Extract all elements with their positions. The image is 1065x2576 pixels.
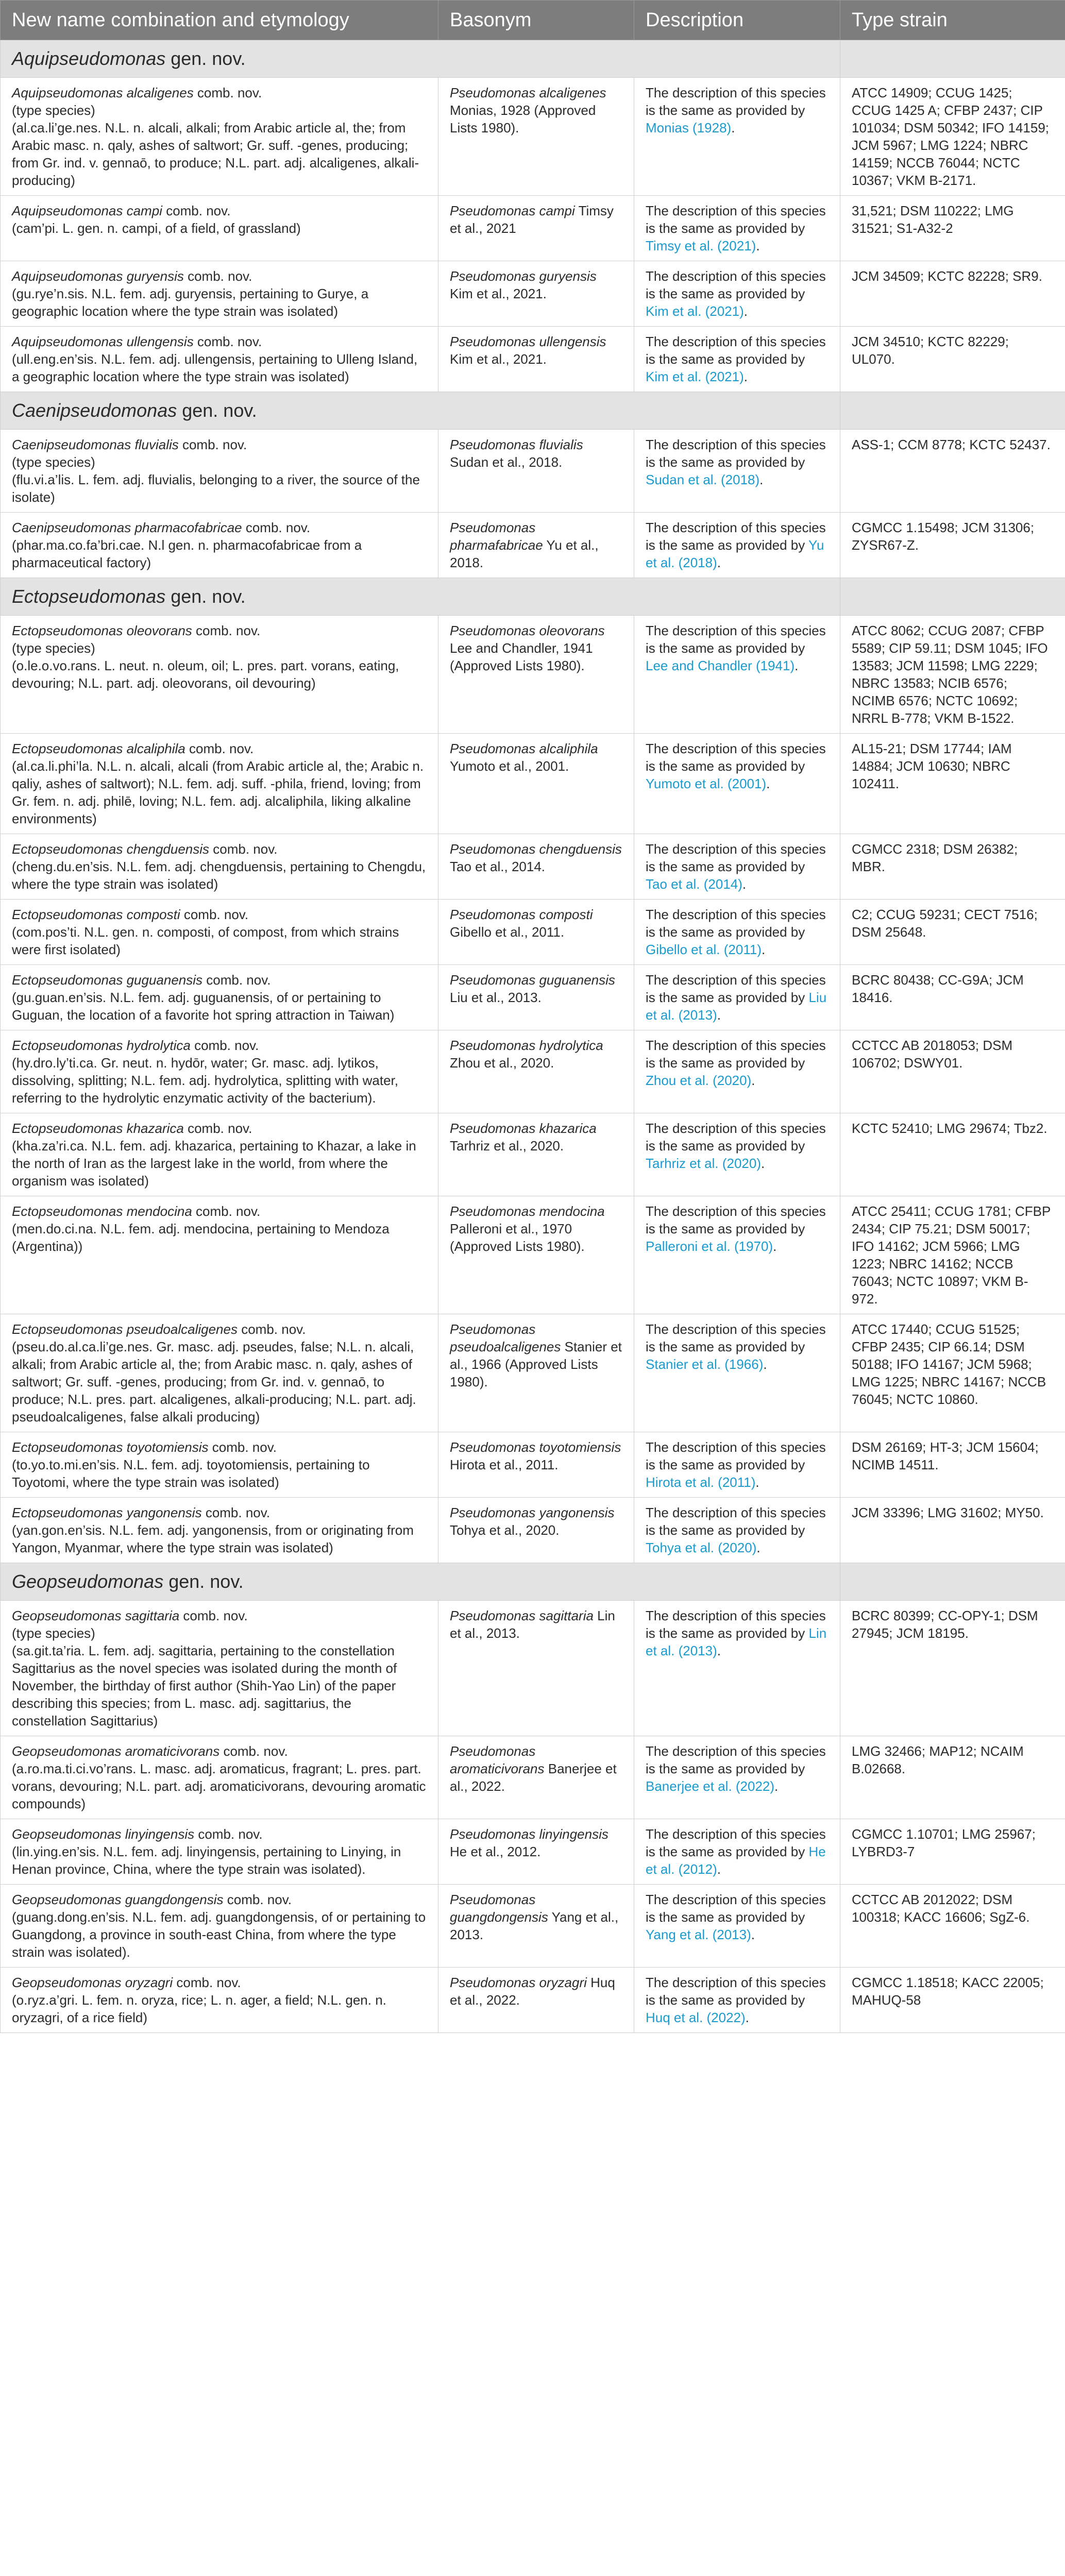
description-text: The description of this species is the same as provided by [646,1743,826,1776]
etymology-text: (cam’pi. L. gen. n. campi, of a field, of grassland) [12,221,301,236]
comb-nov-suffix: comb. nov. [242,520,311,535]
citation-link[interactable]: Lee and Chandler (1941) [646,658,795,673]
basonym-authority: Yu et al., 2018. [450,537,599,570]
genus-suffix: gen. nov. [163,1571,244,1592]
etymology-text: (flu.vi.a’lis. L. fem. adj. fluvialis, belonging to a river, the source of the isolate) [12,472,420,505]
species-name: Geopseudomonas guangdongensis [12,1892,224,1907]
basonym-name: Pseudomonas toyotomiensis [450,1439,621,1455]
basonym-cell [438,78,634,196]
species-name: Caenipseudomonas fluvialis [12,437,179,452]
etymology-text: (lin.ying.en’sis. N.L. fem. adj. linyingensis, pertaining to Linying, in Henan province, China, where the type strain was isolated). [12,1844,401,1877]
citation-link[interactable]: Yu et al. (2018) [646,537,824,570]
basonym-authority: Tohya et al., 2020. [450,1522,560,1538]
comb-nov-suffix: comb. nov. [178,437,247,452]
table-row [1,1885,1065,1968]
table-row [1,734,1065,834]
basonym-cell [438,1196,634,1314]
basonym-name: Pseudomonas aromaticivorans [450,1743,545,1776]
description-cell: The description of this species is the same as provided by Lee and Chandler (1941). [634,616,840,734]
table-row [1,834,1065,900]
table-row [1,1113,1065,1196]
genus-cell [1,578,840,616]
basonym-cell [438,900,634,965]
basonym-name: Pseudomonas composti [450,907,593,922]
table-row [1,1314,1065,1432]
basonym-cell [438,1885,634,1968]
name-etymology-cell [1,616,438,734]
description-cell: The description of this species is the same as provided by Stanier et al. (1966). [634,1314,840,1432]
type-species-label: (type species) [12,640,95,656]
etymology-text: (men.do.ci.na. N.L. fem. adj. mendocina, pertaining to Mendoza (Argentina)) [12,1221,390,1254]
genus-cell-blank [840,40,1065,78]
basonym-name: Pseudomonas alcaligenes [450,85,606,100]
basonym-name: Pseudomonas oleovorans [450,623,605,638]
comb-nov-suffix: comb. nov. [162,203,231,218]
comb-nov-suffix: comb. nov. [180,907,249,922]
genus-cell-blank [840,392,1065,430]
comb-nov-suffix: comb. nov. [185,741,254,756]
basonym-name: Pseudomonas yangonensis [450,1505,615,1520]
description-cell: The description of this species is the same as provided by Hirota et al. (2011). [634,1432,840,1498]
citation-link[interactable]: Yang et al. (2013) [646,1927,751,1942]
basonym-cell [438,616,634,734]
basonym-cell [438,261,634,327]
type-strain-cell: ATCC 25411; CCUG 1781; CFBP 2434; CIP 75.21; DSM 50017; IFO 14162; JCM 5966; LMG 1223; NBRC 14162; NCCB 76043; NCTC 10897; VKM B-972. [840,1196,1065,1314]
citation-link[interactable]: Huq et al. (2022) [646,2010,746,2025]
etymology-text: (com.pos’ti. N.L. gen. n. composti, of compost, from which strains were first isolated) [12,924,399,957]
type-strain-cell: BCRC 80438; CC-G9A; JCM 18416. [840,965,1065,1030]
comb-nov-suffix: comb. nov. [202,972,271,988]
comb-nov-suffix: comb. nov. [183,268,252,284]
citation-link[interactable]: Sudan et al. (2018) [646,472,760,487]
citation-link[interactable]: Zhou et al. (2020) [646,1073,752,1088]
genus-cell-blank [840,1563,1065,1601]
etymology-text: (yan.gon.en’sis. N.L. fem. adj. yangonensis, from or originating from Yangon, Myanmar, where the type strain was isolated) [12,1522,414,1555]
type-species-label: (type species) [12,454,95,470]
type-strain-cell: CGMCC 2318; DSM 26382; MBR. [840,834,1065,900]
etymology-text: (pseu.do.al.ca.li’ge.nes. Gr. masc. adj. pseudes, false; N.L. n. alcali, alkali; from Arabic article al, the; from Arabic masc. n. qaly, ashes of saltwort; Gr. suff. -genes, producing; from Gr. ind. v. gennaō, to produce; N.L. pres. part. alcaligenes, alkali-producing; N.L. part. adj. pseudoalcaligenes, false alkali producing) [12,1339,416,1425]
name-etymology-cell [1,78,438,196]
description-text: The description of this species is the same as provided by [646,520,826,553]
basonym-cell [438,1113,634,1196]
comb-nov-suffix: comb. nov. [193,334,262,349]
genus-row [1,40,1065,78]
description-text: The description of this species is the same as provided by [646,623,826,656]
species-name: Ectopseudomonas alcaliphila [12,741,185,756]
description-text: The description of this species is the same as provided by [646,1505,826,1538]
etymology-text: (gu.guan.en’sis. N.L. fem. adj. guguanensis, of or pertaining to Guguan, the location of a favorite hot spring attraction in Taiwan) [12,990,395,1023]
etymology-text: (o.ryz.a’gri. L. fem. n. oryza, rice; L. n. ager, a field; N.L. gen. n. oryzagri, of a rice field) [12,1992,386,2025]
citation-link[interactable]: Hirota et al. (2011) [646,1475,756,1490]
basonym-name: Pseudomonas guguanensis [450,972,615,988]
species-name: Geopseudomonas aromaticivorans [12,1743,220,1759]
comb-nov-suffix: comb. nov. [183,1121,252,1136]
description-cell: The description of this species is the same as provided by Yumoto et al. (2001). [634,734,840,834]
genus-cell [1,392,840,430]
table-row [1,1432,1065,1498]
species-name: Ectopseudomonas khazarica [12,1121,184,1136]
comb-nov-suffix: comb. nov. [190,1038,259,1053]
genus-suffix: gen. nov. [165,48,246,69]
etymology-text: (sa.git.ta’ria. L. fem. adj. sagittaria, pertaining to the constellation Sagittarius as the novel species was isolated during the month of November, the birthday of first author (Shih-Yao Lin) of the paper describing this species; from L. masc. adj. sagittarius, the constellation Sagittarius) [12,1643,397,1728]
basonym-authority: Yumoto et al., 2001. [450,758,569,774]
comb-nov-suffix: comb. nov. [193,85,262,100]
basonym-authority: Kim et al., 2021. [450,351,547,367]
table-row [1,1030,1065,1113]
genus-suffix: gen. nov. [165,586,246,607]
etymology-text: (kha.za’ri.ca. N.L. fem. adj. khazarica, pertaining to Khazar, a lake in the north of Iran as the largest lake in the world, from where the organism was isolated) [12,1138,416,1189]
basonym-name: Pseudomonas alcaliphila [450,741,598,756]
name-etymology-cell [1,834,438,900]
type-strain-cell: JCM 34509; KCTC 82228; SR9. [840,261,1065,327]
table-row [1,1601,1065,1736]
etymology-text: (hy.dro.ly’ti.ca. Gr. neut. n. hydōr, water; Gr. masc. adj. lytikos, dissolving, splitting; N.L. fem. adj. hydrolytica, splitting with water, referring to the hydrolytic enzymatic activity of the bacterium). [12,1055,398,1106]
basonym-name: Pseudomonas pharmafabricae [450,520,543,553]
name-etymology-cell [1,1498,438,1563]
type-species-label: (type species) [12,103,95,118]
description-cell: The description of this species is the same as provided by Banerjee et al. (2022). [634,1736,840,1819]
basonym-name: Pseudomonas ullengensis [450,334,606,349]
basonym-authority: Banerjee et al., 2022. [450,1761,617,1794]
basonym-name: Pseudomonas guryensis [450,268,597,284]
basonym-authority: Yang et al., 2013. [450,1909,619,1942]
citation-link[interactable]: Kim et al. (2021) [646,303,744,319]
etymology-text: (o.le.o.vo.rans. L. neut. n. oleum, oil; L. pres. part. vorans, eating, devouring; N.L. part. adj. oleovorans, oil devouring) [12,658,399,691]
citation-link[interactable]: Kim et al. (2021) [646,369,744,384]
description-cell: The description of this species is the same as provided by Yu et al. (2018). [634,513,840,578]
name-etymology-cell [1,1601,438,1736]
type-strain-cell: CGMCC 1.15498; JCM 31306; ZYSR67-Z. [840,513,1065,578]
table-row [1,900,1065,965]
comb-nov-suffix: comb. nov. [223,1892,292,1907]
table-row [1,1968,1065,2033]
type-strain-cell: ATCC 17440; CCUG 51525; CFBP 2435; CIP 66.14; DSM 50188; IFO 14167; JCM 5968; LMG 1225; NBRC 14167; NCCB 76045; NCTC 10860. [840,1314,1065,1432]
basonym-name: Pseudomonas hydrolytica [450,1038,603,1053]
basonym-authority: Gibello et al., 2011. [450,924,565,940]
basonym-name: Pseudomonas guangdongensis [450,1892,548,1925]
genus-name: Geopseudomonas [12,1571,164,1592]
table-row [1,327,1065,392]
etymology-text: (phar.ma.co.fa’bri.cae. N.l gen. n. pharmacofabricae from a pharmaceutical factory) [12,537,362,570]
species-name: Ectopseudomonas composti [12,907,180,922]
genus-cell [1,40,840,78]
type-strain-cell: C2; CCUG 59231; CECT 7516; DSM 25648. [840,900,1065,965]
comb-nov-suffix: comb. nov. [179,1608,248,1623]
type-strain-cell: DSM 26169; HT-3; JCM 15604; NCIMB 14511. [840,1432,1065,1498]
description-cell: The description of this species is the same as provided by Sudan et al. (2018). [634,430,840,513]
etymology-text: (to.yo.to.mi.en’sis. N.L. fem. adj. toyotomiensis, pertaining to Toyotomi, where the type strain was isolated) [12,1457,370,1490]
basonym-authority: Hirota et al., 2011. [450,1457,559,1472]
type-strain-cell: BCRC 80399; CC-OPY-1; DSM 27945; JCM 18195. [840,1601,1065,1736]
description-cell: The description of this species is the same as provided by Kim et al. (2021). [634,327,840,392]
name-etymology-cell [1,965,438,1030]
name-etymology-cell [1,513,438,578]
species-name: Ectopseudomonas guguanensis [12,972,203,988]
basonym-authority: Sudan et al., 2018. [450,454,563,470]
description-text: The description of this species is the same as provided by [646,1826,826,1859]
description-cell: The description of this species is the same as provided by Yang et al. (2013). [634,1885,840,1968]
basonym-authority: Zhou et al., 2020. [450,1055,554,1071]
table-row [1,196,1065,261]
citation-link[interactable]: Monias (1928) [646,120,732,135]
description-text: The description of this species is the same as provided by [646,437,826,470]
type-strain-cell: ASS-1; CCM 8778; KCTC 52437. [840,430,1065,513]
basonym-authority: Liu et al., 2013. [450,990,542,1005]
species-name: Ectopseudomonas hydrolytica [12,1038,191,1053]
basonym-authority: He et al., 2012. [450,1844,541,1859]
type-strain-cell: CCTCC AB 2018053; DSM 106702; DSWY01. [840,1030,1065,1113]
comb-nov-suffix: comb. nov. [237,1321,306,1337]
etymology-text: (ull.eng.en’sis. N.L. fem. adj. ullengensis, pertaining to Ulleng Island, a geographic location where the type strain was isolated) [12,351,418,384]
name-etymology-cell [1,1968,438,2033]
name-etymology-cell [1,1736,438,1819]
type-strain-cell: JCM 34510; KCTC 82229; UL070. [840,327,1065,392]
basonym-cell [438,1432,634,1498]
description-cell: The description of this species is the same as provided by He et al. (2012). [634,1819,840,1885]
type-strain-cell: CGMCC 1.18518; KACC 22005; MAHUQ-58 [840,1968,1065,2033]
type-strain-cell: ATCC 14909; CCUG 1425; CCUG 1425 A; CFBP 2437; CIP 101034; DSM 50342; IFO 14159; JCM 5967; LMG 1224; NBRC 14159; NCCB 76044; NCTC 10367; VKM B-2171. [840,78,1065,196]
basonym-cell [438,1498,634,1563]
basonym-authority: Stanier et al., 1966 (Approved Lists 1980). [450,1339,622,1389]
species-name: Geopseudomonas oryzagri [12,1975,173,1990]
type-strain-cell: ATCC 8062; CCUG 2087; CFBP 5589; CIP 59.11; DSM 1045; IFO 13583; JCM 11598; LMG 2229; NBRC 13583; NCIB 6576; NCIMB 6576; NCTC 10692; NRRL B-778; VKM B-1522. [840,616,1065,734]
table-row [1,965,1065,1030]
description-text: The description of this species is the same as provided by [646,334,826,367]
description-text: The description of this species is the same as provided by [646,1892,826,1925]
comb-nov-suffix: comb. nov. [192,623,261,638]
table-row [1,78,1065,196]
name-etymology-cell [1,1196,438,1314]
description-cell: The description of this species is the same as provided by Lin et al. (2013). [634,1601,840,1736]
description-cell: The description of this species is the same as provided by Gibello et al. (2011). [634,900,840,965]
basonym-authority: Huq et al., 2022. [450,1975,615,2008]
name-etymology-cell [1,327,438,392]
basonym-authority: Monias, 1928 (Approved Lists 1980). [450,103,596,135]
citation-link[interactable]: Palleroni et al. (1970) [646,1239,773,1254]
table-row [1,430,1065,513]
citation-link[interactable]: Tohya et al. (2020) [646,1540,757,1555]
description-text: The description of this species is the same as provided by [646,1038,826,1071]
name-etymology-cell [1,1819,438,1885]
name-etymology-cell [1,900,438,965]
description-text: The description of this species is the same as provided by [646,907,826,940]
basonym-cell [438,1314,634,1432]
citation-link[interactable]: Yumoto et al. (2001) [646,776,767,791]
comb-nov-suffix: comb. nov. [208,1439,277,1455]
name-etymology-cell [1,734,438,834]
species-name: Aquipseudomonas alcaligenes [12,85,194,100]
genus-cell [1,1563,840,1601]
type-strain-cell: CCTCC AB 2012022; DSM 100318; KACC 16606; SgZ-6. [840,1885,1065,1968]
genus-name: Aquipseudomonas [12,48,166,69]
basonym-name: Pseudomonas fluvialis [450,437,583,452]
table-row [1,1196,1065,1314]
name-etymology-cell [1,1885,438,1968]
description-text: The description of this species is the same as provided by [646,1204,826,1236]
description-text: The description of this species is the same as provided by [646,741,826,774]
citation-link[interactable]: Tarhriz et al. (2020) [646,1156,761,1171]
type-strain-cell: CGMCC 1.10701; LMG 25967; LYBRD3-7 [840,1819,1065,1885]
description-cell: The description of this species is the same as provided by Tohya et al. (2020). [634,1498,840,1563]
etymology-text: (guang.dong.en’sis. N.L. fem. adj. guangdongensis, of or pertaining to Guangdong, a province in south-east China, from where the type strain was isolated). [12,1909,426,1960]
header-description: Description [634,1,840,40]
description-text: The description of this species is the same as provided by [646,203,826,236]
description-cell: The description of this species is the same as provided by Liu et al. (2013). [634,965,840,1030]
basonym-authority: Kim et al., 2021. [450,286,547,301]
name-etymology-cell [1,1314,438,1432]
genus-row [1,578,1065,616]
basonym-name: Pseudomonas campi [450,203,575,218]
basonym-cell [438,734,634,834]
basonym-name: Pseudomonas mendocina [450,1204,605,1219]
table-row [1,1819,1065,1885]
table-header [1,1,1065,40]
species-name: Ectopseudomonas mendocina [12,1204,192,1219]
header-basonym: Basonym [438,1,634,40]
basonym-cell [438,430,634,513]
citation-link[interactable]: Gibello et al. (2011) [646,942,762,957]
genus-row [1,1563,1065,1601]
table-row [1,1736,1065,1819]
basonym-authority: Tarhriz et al., 2020. [450,1138,564,1154]
description-text: The description of this species is the same as provided by [646,85,826,118]
comb-nov-suffix: comb. nov. [209,841,278,857]
species-name: Aquipseudomonas ullengensis [12,334,194,349]
description-text: The description of this species is the same as provided by [646,972,826,1005]
citation-link[interactable]: Liu et al. (2013) [646,990,827,1023]
basonym-name: Pseudomonas chengduensis [450,841,622,857]
name-etymology-cell [1,1113,438,1196]
header-row [1,1,1065,40]
basonym-cell [438,513,634,578]
species-name: Caenipseudomonas pharmacofabricae [12,520,242,535]
description-text: The description of this species is the same as provided by [646,268,826,301]
type-strain-cell: KCTC 52410; LMG 29674; Tbz2. [840,1113,1065,1196]
etymology-text: (al.ca.li.phi’la. N.L. n. alcali, alcali (from Arabic article al, the; Arabic n. qaliy, ashes of saltwort); N.L. fem. adj. suff. -phila, friend, loving; from Gr. fem. n. adj. philē, loving; N.L. fem. adj. alcaliphila, liking alkaline environments) [12,758,424,826]
description-text: The description of this species is the same as provided by [646,1975,826,2008]
citation-link[interactable]: Tao et al. (2014) [646,876,742,892]
basonym-cell [438,834,634,900]
species-name: Ectopseudomonas chengduensis [12,841,210,857]
basonym-cell [438,1736,634,1819]
basonym-cell [438,1819,634,1885]
citation-link[interactable]: Lin et al. (2013) [646,1625,827,1658]
basonym-name: Pseudomonas linyingensis [450,1826,608,1842]
species-name: Geopseudomonas sagittaria [12,1608,180,1623]
name-etymology-cell [1,196,438,261]
description-text: The description of this species is the same as provided by [646,1608,826,1641]
table-body [1,40,1065,2033]
genus-name: Caenipseudomonas [12,400,177,421]
header-name-etymology: New name combination and etymology [1,1,438,40]
comb-nov-suffix: comb. nov. [173,1975,241,1990]
basonym-authority: Tao et al., 2014. [450,859,546,874]
species-name: Ectopseudomonas oleovorans [12,623,192,638]
description-text: The description of this species is the same as provided by [646,1121,826,1154]
etymology-text: (gu.rye’n.sis. N.L. fem. adj. guryensis, pertaining to Gurye, a geographic location where the type strain was isolated) [12,286,369,319]
table-row [1,616,1065,734]
type-species-label: (type species) [12,1625,95,1641]
basonym-name: Pseudomonas pseudoalcaligenes [450,1321,561,1354]
header-type-strain: Type strain [840,1,1065,40]
description-cell: The description of this species is the same as provided by Timsy et al. (2021). [634,196,840,261]
basonym-cell [438,1601,634,1736]
species-name: Ectopseudomonas pseudoalcaligenes [12,1321,238,1337]
species-name: Aquipseudomonas guryensis [12,268,184,284]
basonym-cell [438,327,634,392]
name-etymology-cell [1,261,438,327]
genus-name: Ectopseudomonas [12,586,166,607]
etymology-text: (cheng.du.en’sis. N.L. fem. adj. chengduensis, pertaining to Chengdu, where the type strain was isolated) [12,859,426,892]
basonym-cell [438,196,634,261]
basonym-cell [438,1968,634,2033]
genus-cell-blank [840,578,1065,616]
species-name: Ectopseudomonas toyotomiensis [12,1439,209,1455]
basonym-name: Pseudomonas oryzagri [450,1975,587,1990]
basonym-cell [438,965,634,1030]
basonym-authority: Timsy et al., 2021 [450,203,614,236]
description-text: The description of this species is the same as provided by [646,1439,826,1472]
table-row [1,1498,1065,1563]
citation-link[interactable]: Stanier et al. (1966) [646,1357,764,1372]
genus-suffix: gen. nov. [177,400,257,421]
name-etymology-cell [1,1432,438,1498]
comb-nov-suffix: comb. nov. [194,1826,263,1842]
table-row [1,261,1065,327]
description-cell: The description of this species is the same as provided by Tao et al. (2014). [634,834,840,900]
species-name: Geopseudomonas linyingensis [12,1826,195,1842]
comb-nov-suffix: comb. nov. [201,1505,271,1520]
name-etymology-cell [1,430,438,513]
genus-row [1,392,1065,430]
type-strain-cell: LMG 32466; MAP12; NCAIM B.02668. [840,1736,1065,1819]
description-cell: The description of this species is the same as provided by Huq et al. (2022). [634,1968,840,2033]
description-text: The description of this species is the same as provided by [646,841,826,874]
basonym-authority: Lin et al., 2013. [450,1608,615,1641]
type-strain-cell: 31,521; DSM 110222; LMG 31521; S1-A32-2 [840,196,1065,261]
type-strain-cell: AL15-21; DSM 17744; IAM 14884; JCM 10630; NBRC 102411. [840,734,1065,834]
basonym-cell [438,1030,634,1113]
comb-nov-suffix: comb. nov. [192,1204,261,1219]
citation-link[interactable]: He et al. (2012) [646,1844,826,1877]
basonym-authority: Palleroni et al., 1970 (Approved Lists 1980). [450,1221,585,1254]
etymology-text: (a.ro.ma.ti.ci.vo’rans. L. masc. adj. aromaticus, fragrant; L. pres. part. vorans, devouring; N.L. part. adj. aromaticivorans, devouring aromatic compounds) [12,1761,426,1811]
table-row [1,513,1065,578]
comb-nov-suffix: comb. nov. [219,1743,288,1759]
description-text: The description of this species is the same as provided by [646,1321,826,1354]
citation-link[interactable]: Timsy et al. (2021) [646,238,756,253]
description-cell: The description of this species is the same as provided by Tarhriz et al. (2020). [634,1113,840,1196]
basonym-name: Pseudomonas sagittaria [450,1608,594,1623]
etymology-text: (al.ca.li’ge.nes. N.L. n. alcali, alkali; from Arabic article al, the; from Arabic masc. n. qaly, ashes of saltwort; Gr. suff. -genes, producing; from Gr. ind. v. gennaō, to produce; N.L. part. adj. alcaligenes, alkali-producing) [12,120,419,188]
name-etymology-cell [1,1030,438,1113]
basonym-authority: Lee and Chandler, 1941 (Approved Lists 1980). [450,640,593,673]
basonym-name: Pseudomonas khazarica [450,1121,597,1136]
type-strain-cell: JCM 33396; LMG 31602; MY50. [840,1498,1065,1563]
species-name: Ectopseudomonas yangonensis [12,1505,202,1520]
citation-link[interactable]: Banerjee et al. (2022) [646,1778,775,1794]
description-cell: The description of this species is the same as provided by Kim et al. (2021). [634,261,840,327]
species-name: Aquipseudomonas campi [12,203,162,218]
description-cell: The description of this species is the same as provided by Monias (1928). [634,78,840,196]
description-cell: The description of this species is the same as provided by Palleroni et al. (1970). [634,1196,840,1314]
description-cell: The description of this species is the same as provided by Zhou et al. (2020). [634,1030,840,1113]
